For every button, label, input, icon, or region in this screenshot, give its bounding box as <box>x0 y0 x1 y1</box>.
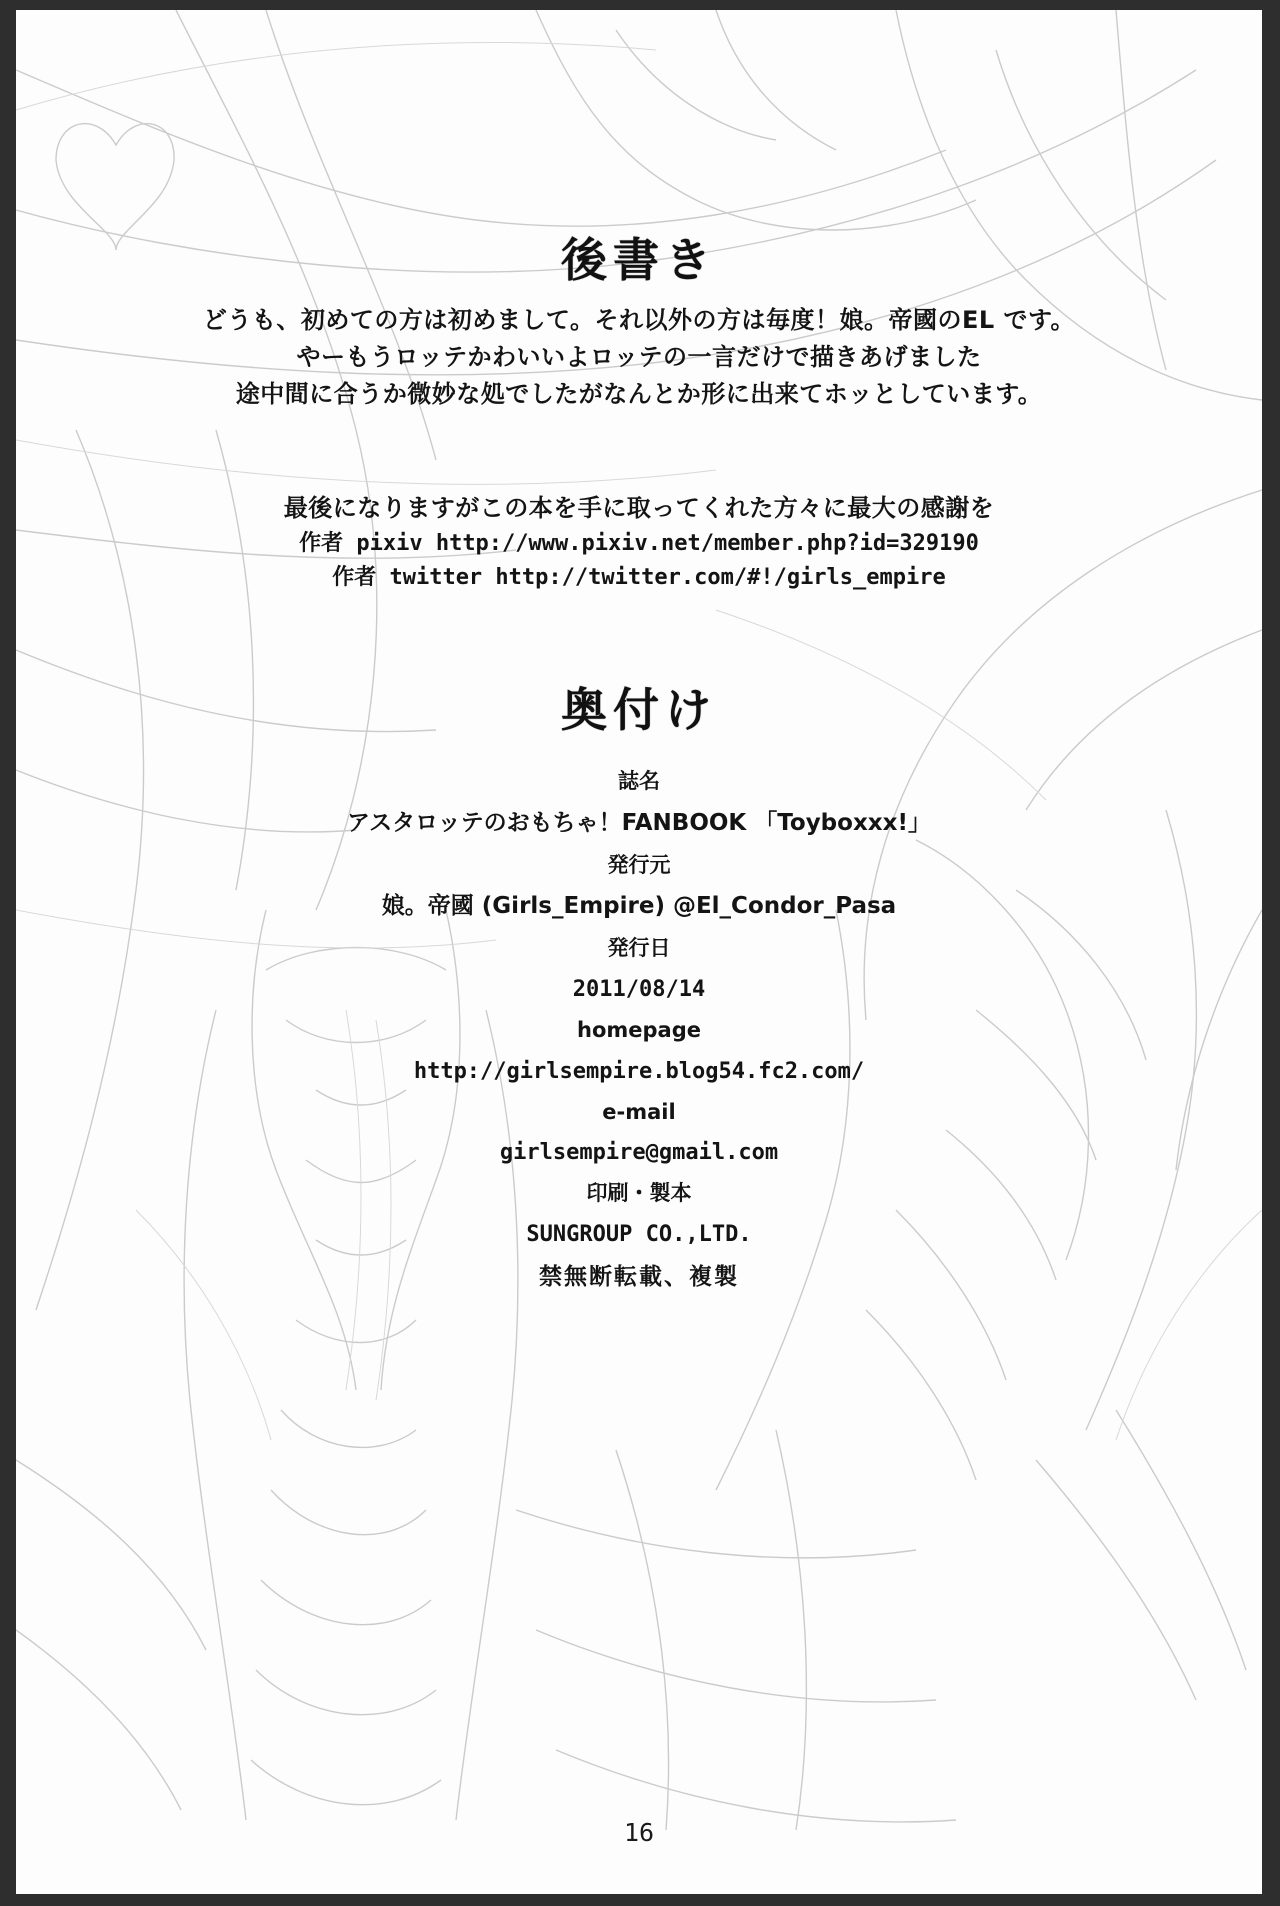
author-twitter-contact: 作者 twitter http://twitter.com/#!/girls_empire <box>332 565 946 591</box>
page-frame-right <box>1262 0 1280 1906</box>
afterword-line-3: 途中間に合うか微妙な処でしたがなんとか形に出来てホッとしています。 <box>235 380 1043 409</box>
colophon-value-title: アスタロッテのおもちゃ！FANBOOK 「Toyboxxx!」 <box>347 809 931 836</box>
colophon-label-title: 誌名 <box>618 769 660 793</box>
page-frame-bottom <box>0 1894 1280 1906</box>
page-frame-left <box>0 0 16 1906</box>
colophon-label-publisher: 発行元 <box>607 852 671 877</box>
colophon-value-printing: SUNGROUP CO.,LTD. <box>526 1222 752 1248</box>
afterword-thanks-line: 最後になりますがこの本を手に取ってくれた方々に最大の感謝を <box>283 494 995 522</box>
page-frame-top <box>0 0 1280 10</box>
author-pixiv-contact: 作者 pixiv http://www.pixiv.net/member.php?id=329190 <box>299 531 979 557</box>
colophon-label-email: e-mail <box>602 1099 676 1124</box>
afterword-body <box>16 302 1262 414</box>
colophon-value-date: 2011/08/14 <box>572 977 706 1003</box>
afterword-line-2: やーもうロッテかわいいよロッテの一言だけで描きあげました <box>296 343 982 372</box>
afterword-thanks <box>16 490 1262 595</box>
afterword-line-1: どうも、初めての方は初めまして。それ以外の方は毎度！娘。帝國のEL です。 <box>202 306 1076 334</box>
page-content <box>16 10 1262 1894</box>
colophon-label-printing: 印刷・製本 <box>586 1181 692 1206</box>
colophon-label-homepage: homepage <box>577 1017 701 1042</box>
paper-surface <box>16 10 1262 1894</box>
afterword-heading: 後書き <box>561 233 717 287</box>
colophon-value-email: girlsempire@gmail.com <box>499 1140 779 1166</box>
colophon-heading: 奥付け <box>561 683 717 737</box>
page-number: 16 <box>623 1818 655 1847</box>
colophon-value-publisher: 娘。帝國 (Girls_Empire) @El_Condor_Pasa <box>381 893 897 920</box>
colophon-block <box>16 762 1262 1300</box>
colophon-value-homepage: http://girlsempire.blog54.fc2.com/ <box>413 1058 865 1084</box>
copyright-notice: 禁無断転載、複製 <box>539 1263 739 1290</box>
colophon-label-date: 発行日 <box>607 936 671 961</box>
